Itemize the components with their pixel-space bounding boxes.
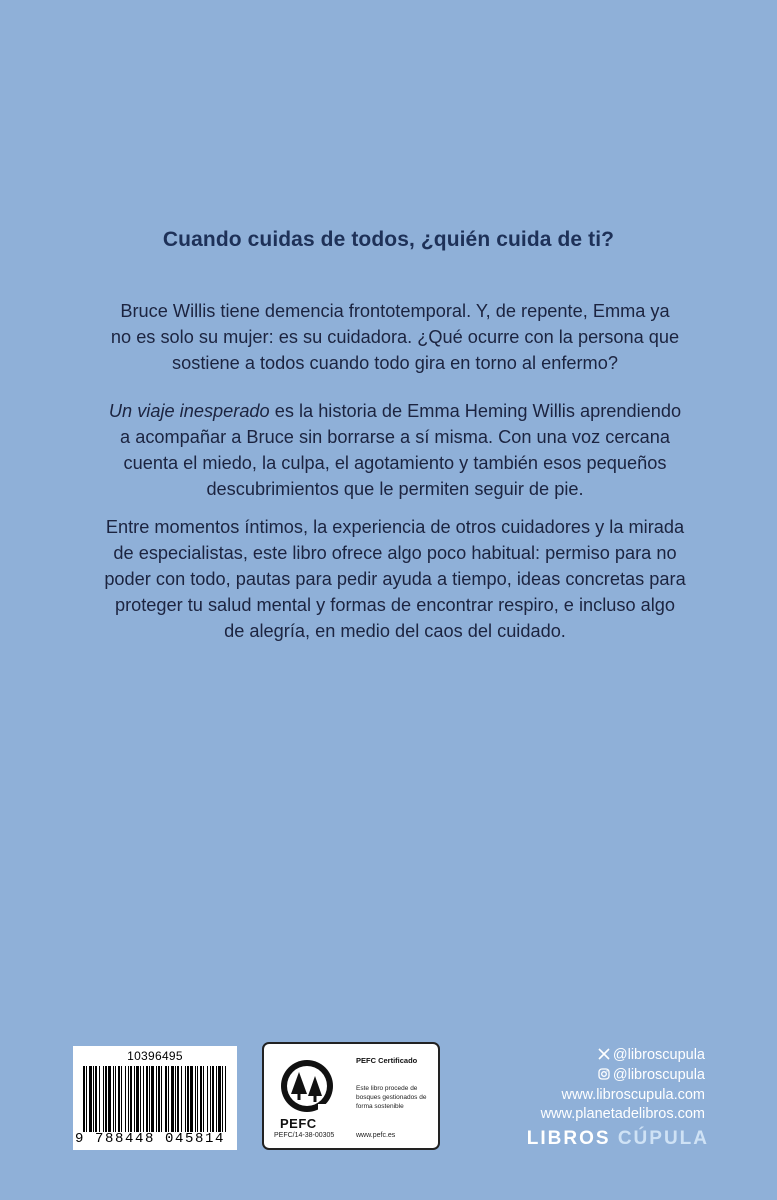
paragraph-line: cuenta el miedo, la culpa, el agotamiento y también esos pequeños <box>123 453 667 473</box>
paragraph-line: descubrimientos que le permiten seguir de pie. <box>206 479 584 499</box>
pefc-logo-text: PEFC <box>280 1116 317 1131</box>
ean-number: 9 788448 045814 <box>75 1131 226 1147</box>
x-handle[interactable]: @libroscupula <box>612 1047 705 1063</box>
paragraph-line: Bruce Willis tiene demencia frontotemporal. Y, de repente, Emma ya <box>120 301 670 321</box>
pefc-certification-box <box>262 1042 440 1150</box>
paragraph-line: proteger tu salud mental y formas de encontrar respiro, e incluso algo <box>114 595 676 615</box>
pefc-cert-description: Este libro procede de bosques gestionados de forma sostenible <box>356 1085 427 1110</box>
publisher-contacts <box>541 1046 705 1124</box>
paragraph-line: a acompañar a Bruce sin borrarse a sí misma. Con una voz cercana <box>120 427 670 447</box>
paragraph-line: de especialistas, este libro ofrece algo poco habitual: permiso para no <box>113 543 677 563</box>
instagram-handle[interactable]: @libroscupula <box>612 1067 705 1083</box>
pefc-cert-title: PEFC Certificado <box>356 1056 418 1065</box>
barcode-block <box>73 1046 237 1150</box>
barcode-bars <box>83 1066 227 1132</box>
paragraph-description <box>80 398 710 502</box>
paragraph-line: de alegría, en medio del caos del cuidado. <box>224 621 566 641</box>
headline: Cuando cuidas de todos, ¿quién cuida de ti? <box>162 228 615 251</box>
brand-word-cupula: CÚPULA <box>617 1128 709 1149</box>
instagram-handle-row <box>541 1066 705 1086</box>
x-handle-row <box>541 1046 705 1066</box>
publisher-logo <box>527 1128 709 1150</box>
product-code: 10396495 <box>127 1049 183 1063</box>
paragraph-intro <box>80 298 710 376</box>
pefc-certificate-code: PEFC/14-38-00305 <box>274 1132 335 1139</box>
paragraph-details <box>80 514 710 644</box>
pefc-url: www.pefc.es <box>356 1132 396 1139</box>
brand-word-libros: LIBROS <box>526 1128 611 1149</box>
paragraph-line: poder con todo, pautas para pedir ayuda a tiempo, ideas concretas para <box>104 569 686 589</box>
paragraph-line-rest: es la historia de Emma Heming Willis aprendiendo <box>269 401 682 421</box>
instagram-icon <box>597 1067 610 1086</box>
website-link[interactable]: www.libroscupula.com <box>561 1087 705 1103</box>
x-logo-icon <box>597 1047 610 1066</box>
book-title-italic: Un viaje inesperado <box>108 401 270 421</box>
paragraph-line: no es solo su mujer: es su cuidadora. ¿Qué ocurre con la persona que <box>110 327 680 347</box>
website-link[interactable]: www.planetadelibros.com <box>540 1106 705 1122</box>
paragraph-line: Entre momentos íntimos, la experiencia de otros cuidadores y la mirada <box>105 517 685 537</box>
pefc-tree-logo-icon <box>278 1058 336 1114</box>
paragraph-line: sostiene a todos cuando todo gira en torno al enfermo? <box>172 353 618 373</box>
paragraph-line <box>80 398 710 424</box>
